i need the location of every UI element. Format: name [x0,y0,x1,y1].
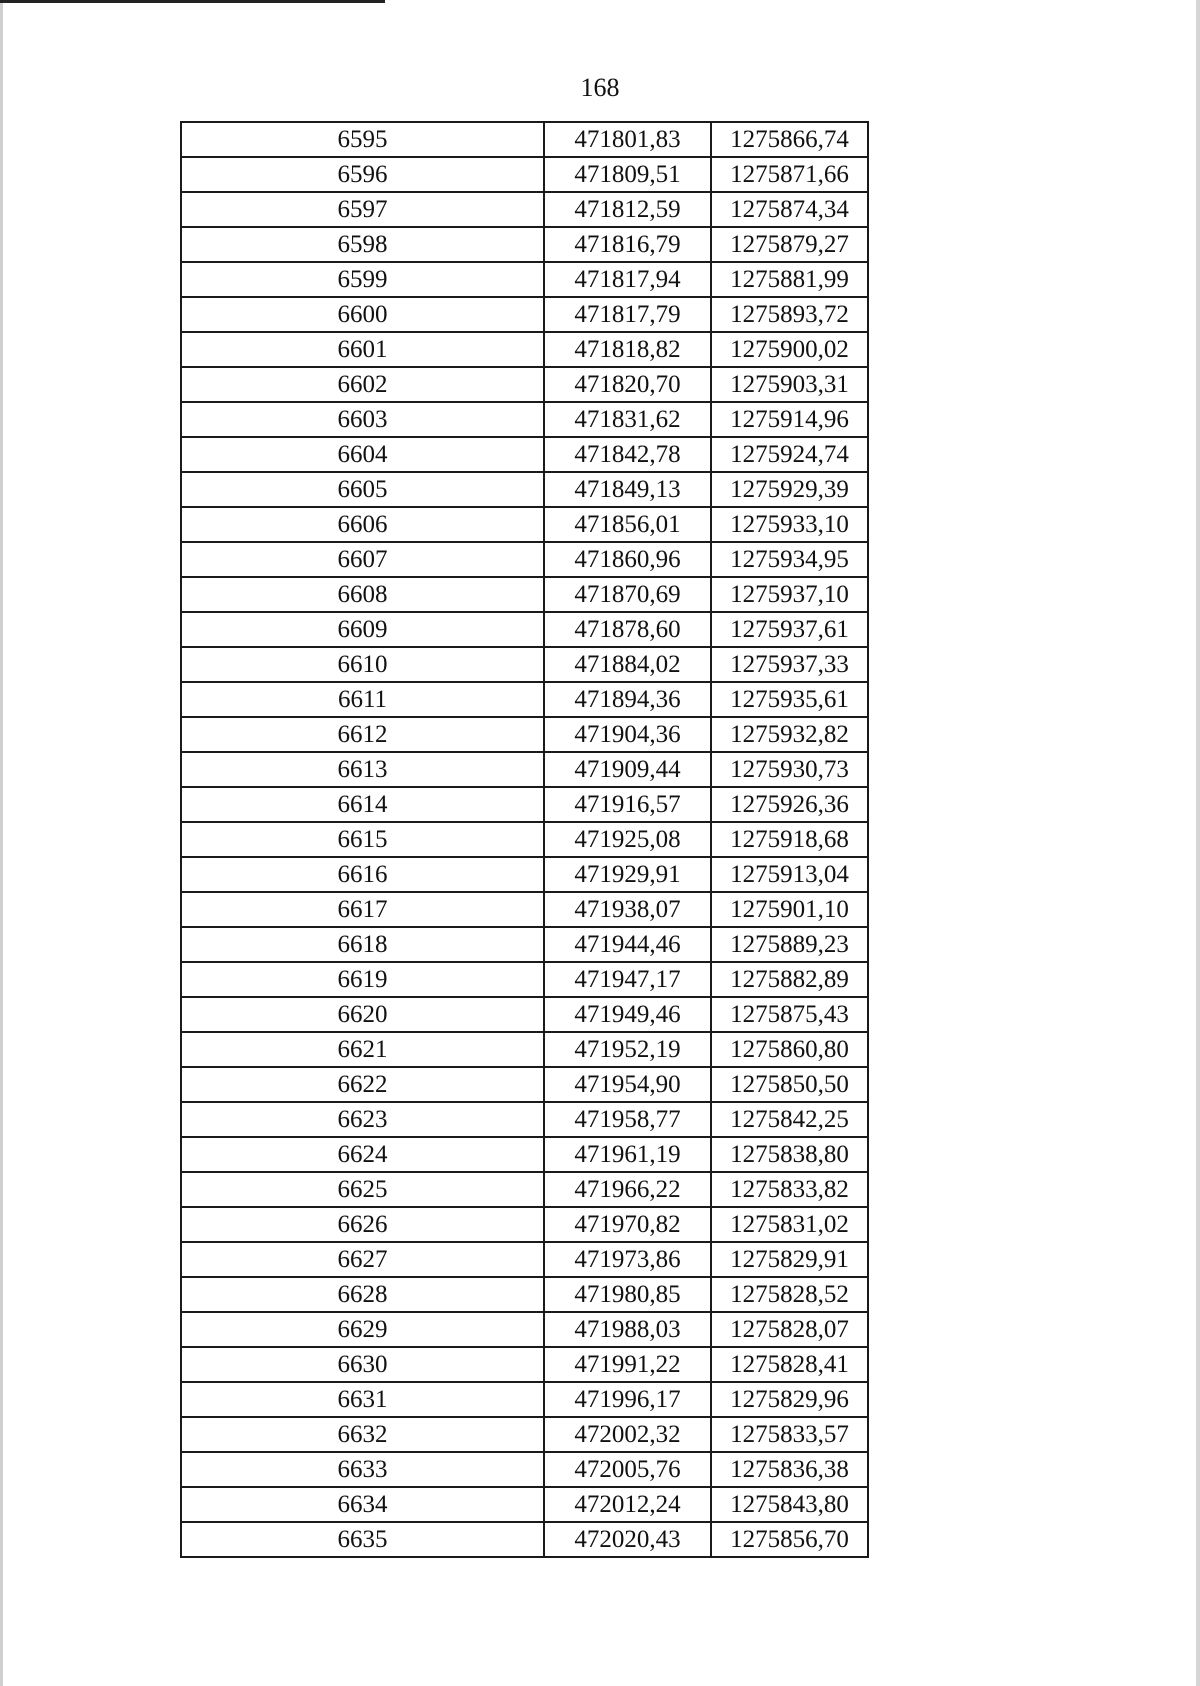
x-coordinate-cell: 471831,62 [544,402,711,437]
table-row [181,1242,868,1277]
point-number-cell: 6599 [181,262,544,297]
y-coordinate-cell: 1275875,43 [711,997,868,1032]
point-number-cell: 6609 [181,612,544,647]
table-row [181,1487,868,1522]
x-coordinate-cell: 471952,19 [544,1032,711,1067]
y-coordinate-cell: 1275828,07 [711,1312,868,1347]
point-number-cell: 6630 [181,1347,544,1382]
point-number-cell: 6611 [181,682,544,717]
x-coordinate-cell: 471904,36 [544,717,711,752]
scan-left-edge [0,0,3,1686]
table-row [181,962,868,997]
x-coordinate-cell: 471849,13 [544,472,711,507]
point-number-cell: 6601 [181,332,544,367]
point-number-cell: 6616 [181,857,544,892]
y-coordinate-cell: 1275836,38 [711,1452,868,1487]
x-coordinate-cell: 471938,07 [544,892,711,927]
y-coordinate-cell: 1275914,96 [711,402,868,437]
point-number-cell: 6612 [181,717,544,752]
y-coordinate-cell: 1275833,82 [711,1172,868,1207]
table-row [181,1207,868,1242]
y-coordinate-cell: 1275900,02 [711,332,868,367]
x-coordinate-cell: 471980,85 [544,1277,711,1312]
y-coordinate-cell: 1275833,57 [711,1417,868,1452]
point-number-cell: 6621 [181,1032,544,1067]
y-coordinate-cell: 1275937,61 [711,612,868,647]
table-row [181,1312,868,1347]
table-row [181,437,868,472]
table-row [181,262,868,297]
y-coordinate-cell: 1275889,23 [711,927,868,962]
point-number-cell: 6607 [181,542,544,577]
table-row [181,1347,868,1382]
x-coordinate-cell: 471973,86 [544,1242,711,1277]
table-row [181,577,868,612]
y-coordinate-cell: 1275901,10 [711,892,868,927]
top-rule [0,0,385,3]
table-row [181,332,868,367]
x-coordinate-cell: 471966,22 [544,1172,711,1207]
x-coordinate-cell: 471961,19 [544,1137,711,1172]
y-coordinate-cell: 1275879,27 [711,227,868,262]
y-coordinate-cell: 1275903,31 [711,367,868,402]
y-coordinate-cell: 1275913,04 [711,857,868,892]
point-number-cell: 6617 [181,892,544,927]
y-coordinate-cell: 1275860,80 [711,1032,868,1067]
y-coordinate-cell: 1275930,73 [711,752,868,787]
point-number-cell: 6606 [181,507,544,542]
x-coordinate-cell: 471820,70 [544,367,711,402]
table-row [181,1067,868,1102]
table-row [181,157,868,192]
point-number-cell: 6628 [181,1277,544,1312]
point-number-cell: 6635 [181,1522,544,1557]
table-row [181,367,868,402]
x-coordinate-cell: 471970,82 [544,1207,711,1242]
y-coordinate-cell: 1275831,02 [711,1207,868,1242]
y-coordinate-cell: 1275934,95 [711,542,868,577]
y-coordinate-cell: 1275843,80 [711,1487,868,1522]
point-number-cell: 6605 [181,472,544,507]
x-coordinate-cell: 471909,44 [544,752,711,787]
x-coordinate-cell: 471809,51 [544,157,711,192]
point-number-cell: 6634 [181,1487,544,1522]
table-row [181,1382,868,1417]
table-row [181,927,868,962]
point-number-cell: 6608 [181,577,544,612]
x-coordinate-cell: 471816,79 [544,227,711,262]
point-number-cell: 6619 [181,962,544,997]
table-row [181,892,868,927]
x-coordinate-cell: 471944,46 [544,927,711,962]
point-number-cell: 6631 [181,1382,544,1417]
point-number-cell: 6598 [181,227,544,262]
point-number-cell: 6618 [181,927,544,962]
point-number-cell: 6624 [181,1137,544,1172]
x-coordinate-cell: 471929,91 [544,857,711,892]
y-coordinate-cell: 1275929,39 [711,472,868,507]
point-number-cell: 6620 [181,997,544,1032]
x-coordinate-cell: 471878,60 [544,612,711,647]
x-coordinate-cell: 471870,69 [544,577,711,612]
table-row [181,472,868,507]
table-row [181,997,868,1032]
point-number-cell: 6595 [181,122,544,157]
y-coordinate-cell: 1275937,33 [711,647,868,682]
point-number-cell: 6596 [181,157,544,192]
x-coordinate-cell: 471991,22 [544,1347,711,1382]
scan-right-edge [1196,0,1200,1686]
point-number-cell: 6613 [181,752,544,787]
x-coordinate-cell: 471884,02 [544,647,711,682]
table-row [181,682,868,717]
y-coordinate-cell: 1275850,50 [711,1067,868,1102]
point-number-cell: 6614 [181,787,544,822]
y-coordinate-cell: 1275828,41 [711,1347,868,1382]
x-coordinate-cell: 471958,77 [544,1102,711,1137]
table-row [181,1032,868,1067]
y-coordinate-cell: 1275882,89 [711,962,868,997]
point-number-cell: 6629 [181,1312,544,1347]
x-coordinate-cell: 471996,17 [544,1382,711,1417]
x-coordinate-cell: 471856,01 [544,507,711,542]
table-row [181,192,868,227]
y-coordinate-cell: 1275932,82 [711,717,868,752]
point-number-cell: 6633 [181,1452,544,1487]
table-row [181,822,868,857]
x-coordinate-cell: 472020,43 [544,1522,711,1557]
table-row [181,752,868,787]
table-row [181,1522,868,1557]
point-number-cell: 6603 [181,402,544,437]
table-row [181,1137,868,1172]
table-row [181,612,868,647]
table-row [181,122,868,157]
table-row [181,1277,868,1312]
table-row [181,1172,868,1207]
point-number-cell: 6610 [181,647,544,682]
x-coordinate-cell: 471988,03 [544,1312,711,1347]
x-coordinate-cell: 471925,08 [544,822,711,857]
y-coordinate-cell: 1275866,74 [711,122,868,157]
x-coordinate-cell: 472002,32 [544,1417,711,1452]
table-row [181,787,868,822]
table-row [181,857,868,892]
point-number-cell: 6622 [181,1067,544,1102]
x-coordinate-cell: 471954,90 [544,1067,711,1102]
point-number-cell: 6627 [181,1242,544,1277]
x-coordinate-cell: 471817,79 [544,297,711,332]
y-coordinate-cell: 1275924,74 [711,437,868,472]
y-coordinate-cell: 1275842,25 [711,1102,868,1137]
point-number-cell: 6604 [181,437,544,472]
table-row [181,297,868,332]
table-row [181,507,868,542]
x-coordinate-cell: 471842,78 [544,437,711,472]
table-row [181,1452,868,1487]
y-coordinate-cell: 1275893,72 [711,297,868,332]
y-coordinate-cell: 1275926,36 [711,787,868,822]
table-row [181,542,868,577]
page-number: 168 [580,73,620,102]
x-coordinate-cell: 471812,59 [544,192,711,227]
y-coordinate-cell: 1275828,52 [711,1277,868,1312]
x-coordinate-cell: 471947,17 [544,962,711,997]
x-coordinate-cell: 471949,46 [544,997,711,1032]
x-coordinate-cell: 471801,83 [544,122,711,157]
x-coordinate-cell: 471916,57 [544,787,711,822]
y-coordinate-cell: 1275935,61 [711,682,868,717]
y-coordinate-cell: 1275838,80 [711,1137,868,1172]
y-coordinate-cell: 1275856,70 [711,1522,868,1557]
coordinates-table-body [181,122,868,1557]
point-number-cell: 6615 [181,822,544,857]
point-number-cell: 6632 [181,1417,544,1452]
y-coordinate-cell: 1275874,34 [711,192,868,227]
table-row [181,717,868,752]
x-coordinate-cell: 472012,24 [544,1487,711,1522]
y-coordinate-cell: 1275829,91 [711,1242,868,1277]
x-coordinate-cell: 471894,36 [544,682,711,717]
table-row [181,402,868,437]
point-number-cell: 6597 [181,192,544,227]
table-row [181,647,868,682]
coordinates-table [180,121,869,1558]
y-coordinate-cell: 1275933,10 [711,507,868,542]
point-number-cell: 6625 [181,1172,544,1207]
table-row [181,1417,868,1452]
point-number-cell: 6623 [181,1102,544,1137]
x-coordinate-cell: 471817,94 [544,262,711,297]
x-coordinate-cell: 471860,96 [544,542,711,577]
table-row [181,1102,868,1137]
point-number-cell: 6626 [181,1207,544,1242]
x-coordinate-cell: 471818,82 [544,332,711,367]
y-coordinate-cell: 1275829,96 [711,1382,868,1417]
y-coordinate-cell: 1275871,66 [711,157,868,192]
table-row [181,227,868,262]
y-coordinate-cell: 1275937,10 [711,577,868,612]
point-number-cell: 6600 [181,297,544,332]
x-coordinate-cell: 472005,76 [544,1452,711,1487]
y-coordinate-cell: 1275881,99 [711,262,868,297]
y-coordinate-cell: 1275918,68 [711,822,868,857]
point-number-cell: 6602 [181,367,544,402]
